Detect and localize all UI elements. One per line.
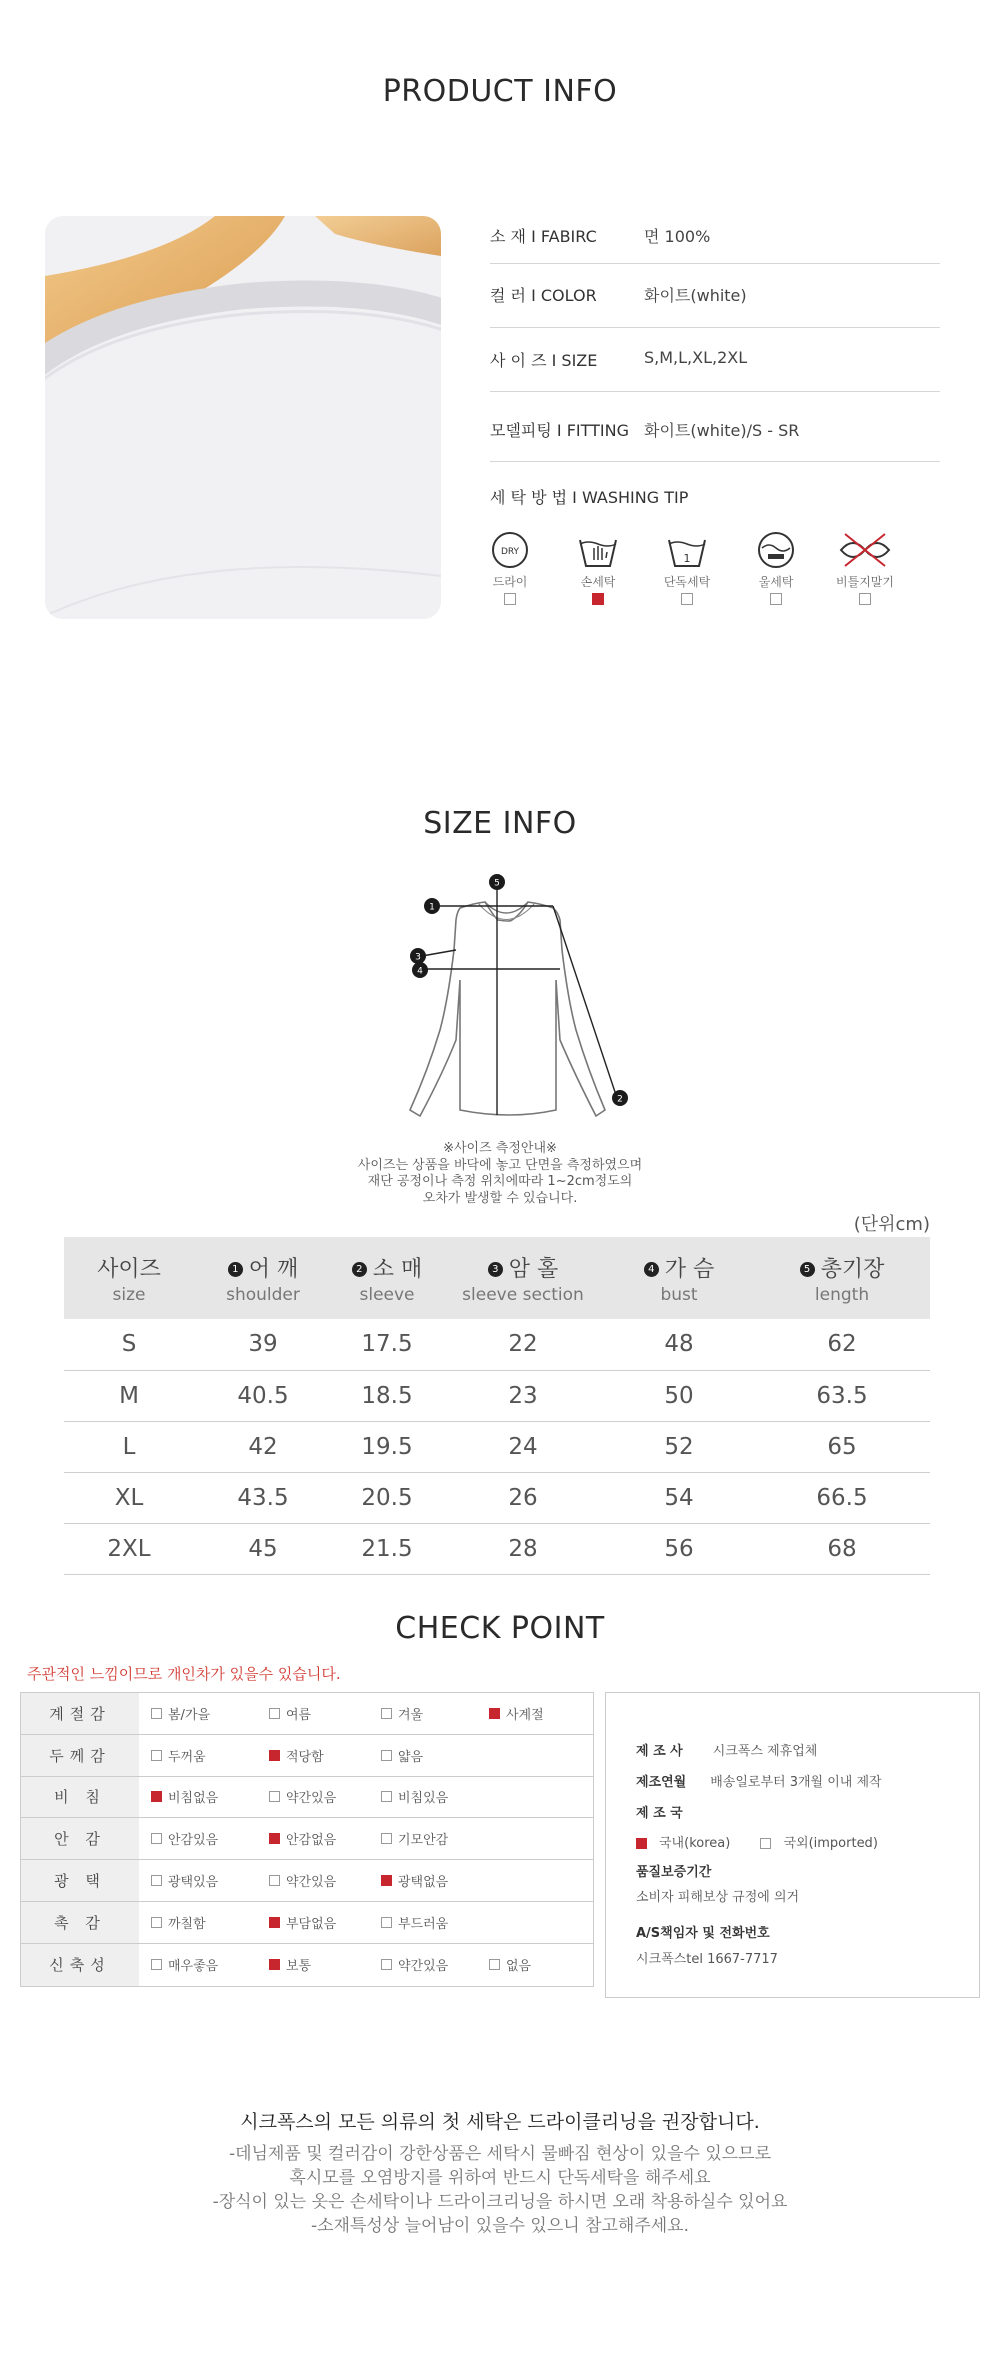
table-row: M 40.5 18.5 23 50 63.5 [64, 1370, 930, 1421]
check-point-note: 주관적인 느낌이므로 개인차가 있을수 있습니다. [27, 1665, 341, 1683]
cp-row-gloss: 광 택 광택있음 약간있음 광택없음 [21, 1860, 593, 1902]
cp-option[interactable]: 부드러움 [381, 1902, 448, 1943]
cp-option[interactable]: 보통 [269, 1944, 311, 1986]
table-row: XL 43.5 20.5 26 54 66.5 [64, 1472, 930, 1523]
info-row-fabric: 소 재 I FABIRC 면 100% [490, 216, 940, 264]
cp-row-lining: 안 감 안감있음 안감없음 기모안감 [21, 1818, 593, 1860]
svg-text:5: 5 [494, 878, 500, 889]
cp-option[interactable]: 약간있음 [269, 1860, 336, 1901]
header-bust: 4 가 슴 bust [604, 1237, 754, 1319]
cp-option[interactable]: 기모안감 [381, 1818, 448, 1859]
wash-hand-checkbox[interactable] [592, 593, 604, 605]
info-row-size: 사 이 즈 I SIZE S,M,L,XL,2XL [490, 328, 940, 392]
size-table [64, 1237, 930, 1575]
cp-option[interactable]: 광택없음 [381, 1860, 448, 1901]
size-table-header [64, 1237, 930, 1319]
table-row: S 39 17.5 22 48 62 [64, 1319, 930, 1370]
svg-text:1: 1 [429, 902, 435, 913]
cp-option[interactable]: 여름 [269, 1693, 311, 1734]
footer-line: -데님제품 및 컬러감이 강한상품은 세탁시 물빠짐 현상이 있을수 있으므로 [228, 2144, 772, 2164]
wash-no-wring-checkbox[interactable] [859, 593, 871, 605]
cp-option[interactable]: 적당함 [269, 1735, 324, 1776]
cp-option[interactable]: 부담없음 [269, 1902, 336, 1943]
warranty-label: 품질보증기간 [636, 1865, 712, 1880]
svg-text:1: 1 [683, 552, 691, 565]
cp-option[interactable]: 봄/가을 [151, 1693, 210, 1734]
svg-text:3: 3 [415, 952, 421, 963]
country-imported-checkbox[interactable] [760, 1838, 771, 1849]
unit-label: (단위cm) [853, 1214, 930, 1235]
footer-line: 혹시모를 오염방지를 위하여 반드시 단독세탁을 해주세요 [289, 2168, 711, 2188]
cp-option[interactable]: 안감있음 [151, 1818, 218, 1859]
hand-wash-icon [576, 530, 620, 570]
country-label: 제 조 국 [636, 1806, 683, 1821]
size-diagram [370, 870, 640, 1130]
cp-row-touch: 촉 감 까칠함 부담없음 부드러움 [21, 1902, 593, 1944]
washing-tip-label: 세 탁 방 법 I WASHING TIP [490, 488, 689, 507]
wash-dry-checkbox[interactable] [504, 593, 516, 605]
cp-option[interactable]: 사계절 [489, 1693, 544, 1734]
separate-wash-icon [665, 530, 709, 570]
warranty-value: 소비자 피해보상 규정에 의거 [636, 1890, 800, 1905]
cp-option[interactable]: 매우좋음 [151, 1944, 218, 1986]
svg-text:DRY: DRY [500, 547, 520, 557]
svg-text:4: 4 [417, 966, 423, 977]
table-row: L 42 19.5 24 52 65 [64, 1421, 930, 1472]
size-notice: ※사이즈 측정안내※ 사이즈는 상품을 바닥에 놓고 단면을 측정하였으며 재단 공정이나 측정 위치에따라 1~2cm정도의 오차가 발생할 수 있습니다. [357, 1141, 643, 1206]
footer-line: -소재특성상 늘어남이 있을수 있으니 참고해주세요. [310, 2216, 689, 2236]
country-korea-checkbox[interactable] [636, 1838, 647, 1849]
footer-heading: 시크폭스의 모든 의류의 첫 세탁은 드라이클리닝을 권장합니다. [240, 2111, 760, 2133]
header-size: 사이즈 size [64, 1237, 194, 1319]
manufacture-date-row: 제조연월 배송일로부터 3개월 이내 제작 [636, 1775, 882, 1790]
product-info-title: PRODUCT INFO [382, 74, 618, 109]
cp-option[interactable]: 겨울 [381, 1693, 423, 1734]
tshirt-outline [410, 902, 605, 1116]
size-info-title: SIZE INFO [423, 806, 577, 841]
manufacturer-box [605, 1692, 980, 1998]
wash-wool: 울세탁 [736, 530, 816, 605]
cp-option[interactable]: 약간있음 [381, 1944, 448, 1986]
header-length: 5 총기장 length [754, 1237, 930, 1319]
cp-option[interactable]: 비침없음 [151, 1777, 218, 1818]
cp-option[interactable]: 두꺼움 [151, 1735, 206, 1776]
check-point-table [20, 1692, 594, 1987]
cp-option[interactable]: 얇음 [381, 1735, 423, 1776]
check-point-title: CHECK POINT [395, 1611, 605, 1646]
tshirt-hanger-image [45, 216, 441, 619]
info-row-color: 컬 러 I COLOR 화이트(white) [490, 264, 940, 328]
header-sleeve: 2 소 매 sleeve [332, 1237, 442, 1319]
cp-row-stretch: 신축성 매우좋음 보통 약간있음 없음 [21, 1944, 593, 1986]
info-row-fitting: 모델피팅 I FITTING 화이트(white)/S - SR [490, 392, 940, 462]
no-wring-icon [835, 530, 895, 570]
wash-dry: DRY 드라이 [470, 530, 550, 605]
product-photo [45, 216, 441, 619]
wash-no-wring: 비틀지말기 [825, 530, 905, 605]
cp-row-season: 계절감 봄/가을 여름 겨울 사계절 [21, 1693, 593, 1735]
svg-text:2: 2 [617, 1094, 623, 1105]
cp-option[interactable]: 약간있음 [269, 1777, 336, 1818]
wool-wash-icon [754, 530, 798, 570]
table-row: 2XL 45 21.5 28 56 68 [64, 1523, 930, 1574]
cp-option[interactable]: 없음 [489, 1944, 531, 1986]
manufacturer-row: 제 조 사 시크폭스 제휴업체 [636, 1744, 818, 1759]
wash-separate: 1 단독세탁 [647, 530, 727, 605]
cp-option[interactable]: 비침있음 [381, 1777, 448, 1818]
wash-hand: 손세탁 [558, 530, 638, 605]
as-value: 시크폭스tel 1667-7717 [636, 1952, 778, 1967]
footer-line: -장식이 있는 옷은 손세탁이나 드라이크리닝을 하시면 오래 착용하실수 있어요 [212, 2192, 788, 2212]
dry-clean-icon [488, 530, 532, 570]
cp-option[interactable]: 광택있음 [151, 1860, 218, 1901]
wash-separate-checkbox[interactable] [681, 593, 693, 605]
cp-row-sheerness: 비 침 비침없음 약간있음 비침있음 [21, 1777, 593, 1819]
header-sleeve-section: 3 암 홀 sleeve section [442, 1237, 604, 1319]
as-label: A/S책임자 및 전화번호 [636, 1926, 770, 1941]
cp-option[interactable]: 까칠함 [151, 1902, 206, 1943]
wash-wool-checkbox[interactable] [770, 593, 782, 605]
header-shoulder: 1 어 깨 shoulder [194, 1237, 332, 1319]
cp-row-thickness: 두께감 두꺼움 적당함 얇음 [21, 1735, 593, 1777]
cp-option[interactable]: 안감없음 [269, 1818, 336, 1859]
country-options: 국내(korea) 국외(imported) [636, 1832, 878, 1851]
